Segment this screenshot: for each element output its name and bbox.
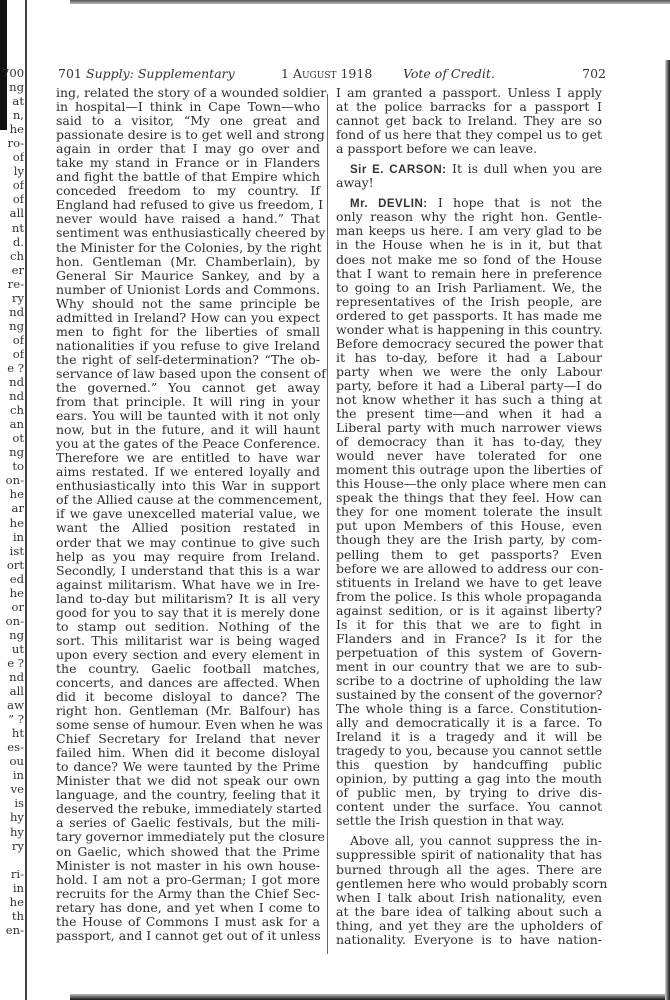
scan-right-edge <box>665 60 670 1000</box>
scan-top-edge <box>70 0 670 4</box>
text-line: Why should not the same principle be <box>56 295 320 311</box>
text-line: a series of Gaelic festivals, but the mili- <box>56 815 320 831</box>
text-line: party, before it had a Liberal party—I do <box>336 377 602 393</box>
text-line: right hon. Gentleman (Mr. Balfour) has <box>56 703 320 719</box>
text-line: land to-day but militarism? It is all very <box>56 590 320 606</box>
margin-fragment: ri- <box>10 866 24 881</box>
margin-fragment: en- <box>5 922 24 937</box>
margin-fragment: of <box>12 150 24 165</box>
margin-fragment: all <box>9 206 24 221</box>
margin-fragment: ry <box>11 290 24 305</box>
margin-fragment: in <box>12 880 24 895</box>
speaker-name-carson: Sir E. CARSON: <box>350 164 447 177</box>
text-line: ally and democratically it is a farce. To <box>336 715 602 731</box>
text-line: want the Allied position restated in <box>56 520 320 536</box>
text-line: content under the surface. You cannot <box>336 799 602 815</box>
margin-fragment: of <box>12 178 24 193</box>
text-line: did it become disloyal to dance? The <box>56 689 320 705</box>
margin-fragment: ng <box>9 445 24 460</box>
text-line: burned through all the ages. There are <box>336 861 602 877</box>
text-line: to stamp out sedition. Nothing of the <box>56 618 320 634</box>
text-line: Is it for this that we are to fight in <box>336 616 602 632</box>
margin-fragment: all <box>9 684 24 699</box>
text-line: aims restated. If we entered loyally and <box>56 464 320 480</box>
margin-fragment: an <box>9 417 24 432</box>
margin-fragment: on- <box>5 613 24 628</box>
text-line: against sedition, or is it against liberty? <box>336 602 602 618</box>
text-line: men to fight for the liberties of small <box>56 323 320 339</box>
text-line: fond of us here that they compel us to get <box>336 127 602 143</box>
text-line: though they are the Irish party, by com- <box>336 532 602 548</box>
text-line: before we are allowed to address our con- <box>336 560 604 576</box>
text-line: wonder what is happening in this country. <box>336 321 603 337</box>
text-line: concerts, and dances are affected. When <box>56 674 320 690</box>
text-line: General Sir Maurice Sankey, and by a <box>56 267 320 283</box>
left-text-column <box>56 85 327 943</box>
text-line: hon. Gentleman (Mr. Chamberlain), by <box>56 253 320 269</box>
column-divider <box>327 94 328 954</box>
text-line: of democracy than it has to-day, they <box>336 434 602 450</box>
margin-fragment: er <box>11 262 24 277</box>
text-line: order that we may continue to give such <box>56 534 320 550</box>
text-line: sentiment was enthusiastically cheered by <box>56 225 326 241</box>
margin-fragment: ro- <box>7 136 24 151</box>
text-line: nationalities if you refuse to give Ireland <box>56 337 320 353</box>
margin-fragment: ly <box>13 164 24 179</box>
text-line: at the police barracks for a passport I <box>336 99 602 115</box>
text-line: failed him. When did it become disloyal <box>56 745 320 761</box>
text-line: language, and the country, feeling that it <box>56 787 320 803</box>
text-line: cannot get back to Ireland. They are so <box>336 113 602 129</box>
text-line: Secondly, I understand that this is a war <box>56 562 320 578</box>
paragraph-carson <box>336 162 602 190</box>
left-page-number: 701 <box>58 66 82 81</box>
text-line: moment this outrage upon the liberties of <box>336 462 602 478</box>
margin-fragment: on- <box>5 473 24 488</box>
text-line: the right of self-determination? “The ob- <box>56 351 320 367</box>
margin-fragment: ” ? <box>8 712 24 727</box>
margin-fragment: of <box>12 192 24 207</box>
devlin-line-1: I hope that is not the <box>437 195 603 211</box>
text-line: from that principle. It will ring in your <box>56 394 320 410</box>
margin-fragment: 700 <box>2 66 24 80</box>
text-line: a passport before we can leave. <box>336 141 537 157</box>
margin-fragment: ht <box>11 726 24 741</box>
margin-fragment: to <box>12 459 24 474</box>
text-line: good for you to say that it is merely done <box>56 604 320 620</box>
text-line: on Gaelic, which showed that the Prime <box>56 843 320 859</box>
text-line: opinion, by putting a gag into the mouth <box>336 771 602 787</box>
margin-fragment <box>2 853 24 867</box>
text-line: Flanders and in France? Is it for the <box>336 630 602 646</box>
text-line: the governed.” You cannot get away <box>56 379 320 395</box>
text-line: Ireland it is a tragedy and it will be <box>336 729 602 745</box>
text-line: Minister is not master in his own house- <box>56 857 320 873</box>
text-line: of public men, by trying to drive dis- <box>336 785 602 801</box>
text-line: speak the things that they feel. How can <box>336 490 602 506</box>
text-line: from the police. Is this whole propaganda <box>336 588 602 604</box>
text-line: thing, and yet they are the upholders of <box>336 917 602 933</box>
text-line: Liberal party with much narrower views <box>336 420 602 436</box>
previous-page-margin-fragments <box>2 66 24 937</box>
text-line: now, but in the future, and it will haunt <box>56 422 320 438</box>
text-line: sort. This militarist war is being waged <box>56 632 320 648</box>
text-line: this House—the only place where men can <box>336 476 607 492</box>
page-gutter-line <box>25 0 27 1000</box>
text-line: that I want to remain here in preference <box>336 265 602 281</box>
text-line: take my stand in France or in Flanders <box>56 155 320 171</box>
margin-fragment: d. <box>12 234 24 249</box>
margin-fragment: re- <box>7 276 24 291</box>
text-line: hold. I am not a pro-German; I got more <box>56 871 320 887</box>
text-line: the House of Commons I must ask for a <box>56 913 320 929</box>
text-line: man keeps us here. I am very glad to be <box>336 223 602 239</box>
text-line: sustained by the consent of the governor? <box>336 686 603 702</box>
text-line: put upon Members of this House, even <box>336 518 602 534</box>
margin-fragment: e ? <box>7 360 24 375</box>
text-line: again in order that I may go over and <box>56 141 320 157</box>
margin-fragment: at <box>12 94 24 109</box>
margin-fragment: in <box>12 768 24 783</box>
text-line: of the Allied cause at the commencement, <box>56 492 323 508</box>
margin-fragment: he <box>9 894 24 909</box>
margin-fragment: es- <box>7 740 24 755</box>
text-line: Above all, you cannot suppress the in- <box>350 833 602 849</box>
text-line: in the House when he is in it, but that <box>336 237 602 253</box>
margin-fragment: ut <box>11 641 24 656</box>
text-line: pelling them to get passports? Even <box>336 546 602 562</box>
paragraph-nationality <box>336 833 608 947</box>
text-line: never would have raised a hand.” That <box>56 211 320 227</box>
text-line: The whole thing is a farce. Constitution- <box>336 701 602 717</box>
text-line: does not make me so fond of the House <box>336 251 602 267</box>
text-line: passport, and I cannot get out of it unless <box>56 927 321 943</box>
text-line: help as you may require from Ireland. <box>56 548 320 564</box>
text-line: to dance? We were taunted by the Prime <box>56 759 320 775</box>
text-line: only reason why the right hon. Gentle- <box>336 209 602 225</box>
text-line: retary has done, and yet when I come to <box>56 899 320 915</box>
right-text-column <box>336 85 608 947</box>
margin-fragment: nd <box>9 304 24 319</box>
text-line: they for one moment tolerate the insult <box>336 504 602 520</box>
margin-fragment: nt <box>11 220 24 235</box>
text-line: I am granted a passport. Unless I apply <box>336 85 602 100</box>
margin-fragment: ot <box>12 431 24 446</box>
speaker-name-devlin: Mr. DEVLIN: <box>350 198 428 211</box>
text-line: stituents in Ireland we have to get leave <box>336 574 602 590</box>
margin-fragment: he <box>9 515 24 530</box>
text-line: the present time—and when it had a <box>336 406 602 422</box>
text-line: England had refused to give us freedom, I <box>56 197 324 213</box>
margin-fragment: ng <box>9 627 24 642</box>
text-line: ordered to get passports. It has made me <box>336 307 602 323</box>
margin-fragment: he <box>9 487 24 502</box>
carson-line-2: away! <box>336 175 374 191</box>
margin-fragment: in <box>12 529 24 544</box>
margin-fragment: ar <box>11 501 24 516</box>
text-line: admitted in Ireland? How can you expect <box>56 309 320 325</box>
margin-fragment: ort <box>6 557 24 572</box>
margin-fragment: nd <box>9 389 24 404</box>
paragraph-passport <box>336 86 602 156</box>
text-line: Chief Secretary for Ireland that never <box>56 731 320 747</box>
text-line: not know whether it has such a thing at <box>336 391 602 407</box>
text-line: number of Unionist Lords and Commons. <box>56 281 320 297</box>
text-line: it has to-day, before it had a Labour <box>336 349 602 365</box>
text-line: at the bare idea of talking about such a <box>336 903 602 919</box>
text-line: tary governor immediately put the closure <box>56 829 325 845</box>
margin-fragment: nd <box>9 375 24 390</box>
margin-fragment: ve <box>10 782 24 797</box>
text-line: suppressible spirit of nationality that has <box>336 847 602 863</box>
text-line: deserved the rebuke, immediately started <box>56 801 322 817</box>
text-line: perpetuation of this system of Govern- <box>336 644 602 660</box>
text-line: some sense of humour. Even when he was <box>56 717 323 733</box>
text-line: this question by handcuffing public <box>336 757 602 773</box>
text-line: tragedy to you, because you cannot settle <box>336 743 602 759</box>
text-line: to going to an Irish Parliament. We, the <box>336 279 602 295</box>
paragraph-devlin <box>336 195 607 829</box>
text-line: scribe to a doctrine of upholding the law <box>336 672 602 688</box>
page-header <box>58 66 606 84</box>
margin-fragment: he <box>9 585 24 600</box>
left-running-title: Supply: Supplementary <box>86 66 235 81</box>
margin-fragment: of <box>12 346 24 361</box>
margin-fragment: th <box>11 908 24 923</box>
carson-line-1: It is dull when you are <box>452 161 602 177</box>
margin-fragment: nd <box>9 670 24 685</box>
text-line: servance of law based upon the consent of <box>56 365 326 381</box>
text-line: conceded freedom to my country. If <box>56 183 320 199</box>
text-line: if we gave unexcelled material value, we <box>56 506 320 522</box>
margin-fragment: of <box>12 332 24 347</box>
text-line: nationality. Everyone is to have nation- <box>336 931 602 947</box>
text-line: recruits for the Army than the Chief Sec- <box>56 885 320 901</box>
scan-bottom-edge <box>70 994 670 1000</box>
text-line: ing, related the story of a wounded soldier <box>56 85 327 100</box>
text-line: the Minister for the Colonies, by the right <box>56 239 322 255</box>
text-line: said to a visitor, “My one great and <box>56 113 320 129</box>
text-line: would never have tolerated for one <box>336 448 602 464</box>
margin-fragment: ist <box>9 543 24 558</box>
margin-fragment: is <box>14 796 24 811</box>
margin-fragment: ou <box>9 754 24 769</box>
margin-fragment: hy <box>9 810 24 825</box>
margin-fragment: ed <box>9 571 24 586</box>
text-line: you at the gates of the Peace Conference. <box>56 436 321 452</box>
text-line: ment in our country that we are to sub- <box>336 658 602 674</box>
margin-fragment: ch <box>10 248 24 263</box>
text-line: passionate desire is to get well and strong <box>56 127 325 143</box>
margin-fragment: ch <box>10 403 24 418</box>
text-line: gentlemen here who would probably scorn <box>336 875 608 891</box>
text-line: against militarism. What have we in Ire- <box>56 576 320 592</box>
text-line: when I talk about Irish nationality, even <box>336 889 602 905</box>
margin-fragment: hy <box>9 824 24 839</box>
text-line: settle the Irish question in that way. <box>336 813 565 829</box>
text-line: in hospital—I think in Cape Town—who <box>56 99 320 115</box>
text-line: enthusiastically into this War in support <box>56 478 320 494</box>
text-line: upon every section and every element in <box>56 646 320 662</box>
text-line: Minister that we did not speak our own <box>56 773 320 789</box>
right-running-title: Vote of Credit. <box>403 66 495 81</box>
text-line: the country. Gaelic football matches, <box>56 660 320 676</box>
margin-fragment: ry <box>11 838 24 853</box>
margin-fragment: ng <box>9 318 24 333</box>
margin-fragment: ng <box>9 80 24 95</box>
text-line: Therefore we are entitled to have war <box>56 450 320 466</box>
margin-fragment: aw <box>7 698 24 713</box>
margin-fragment: or <box>11 599 24 614</box>
margin-fragment: n, <box>12 108 24 123</box>
margin-fragment: e ? <box>7 655 24 670</box>
text-line: ears. You will be taunted with it not only <box>56 408 320 424</box>
text-line: and fight the battle of that Empire which <box>56 169 320 185</box>
text-line: Before democracy secured the power that <box>336 335 604 351</box>
text-line: representatives of the Irish people, are <box>336 293 602 309</box>
right-page-number: 702 <box>582 66 606 81</box>
header-date: 1 August 1918 <box>281 66 373 81</box>
margin-fragment: he <box>9 122 24 137</box>
text-line: party when we were the only Labour <box>336 363 602 379</box>
